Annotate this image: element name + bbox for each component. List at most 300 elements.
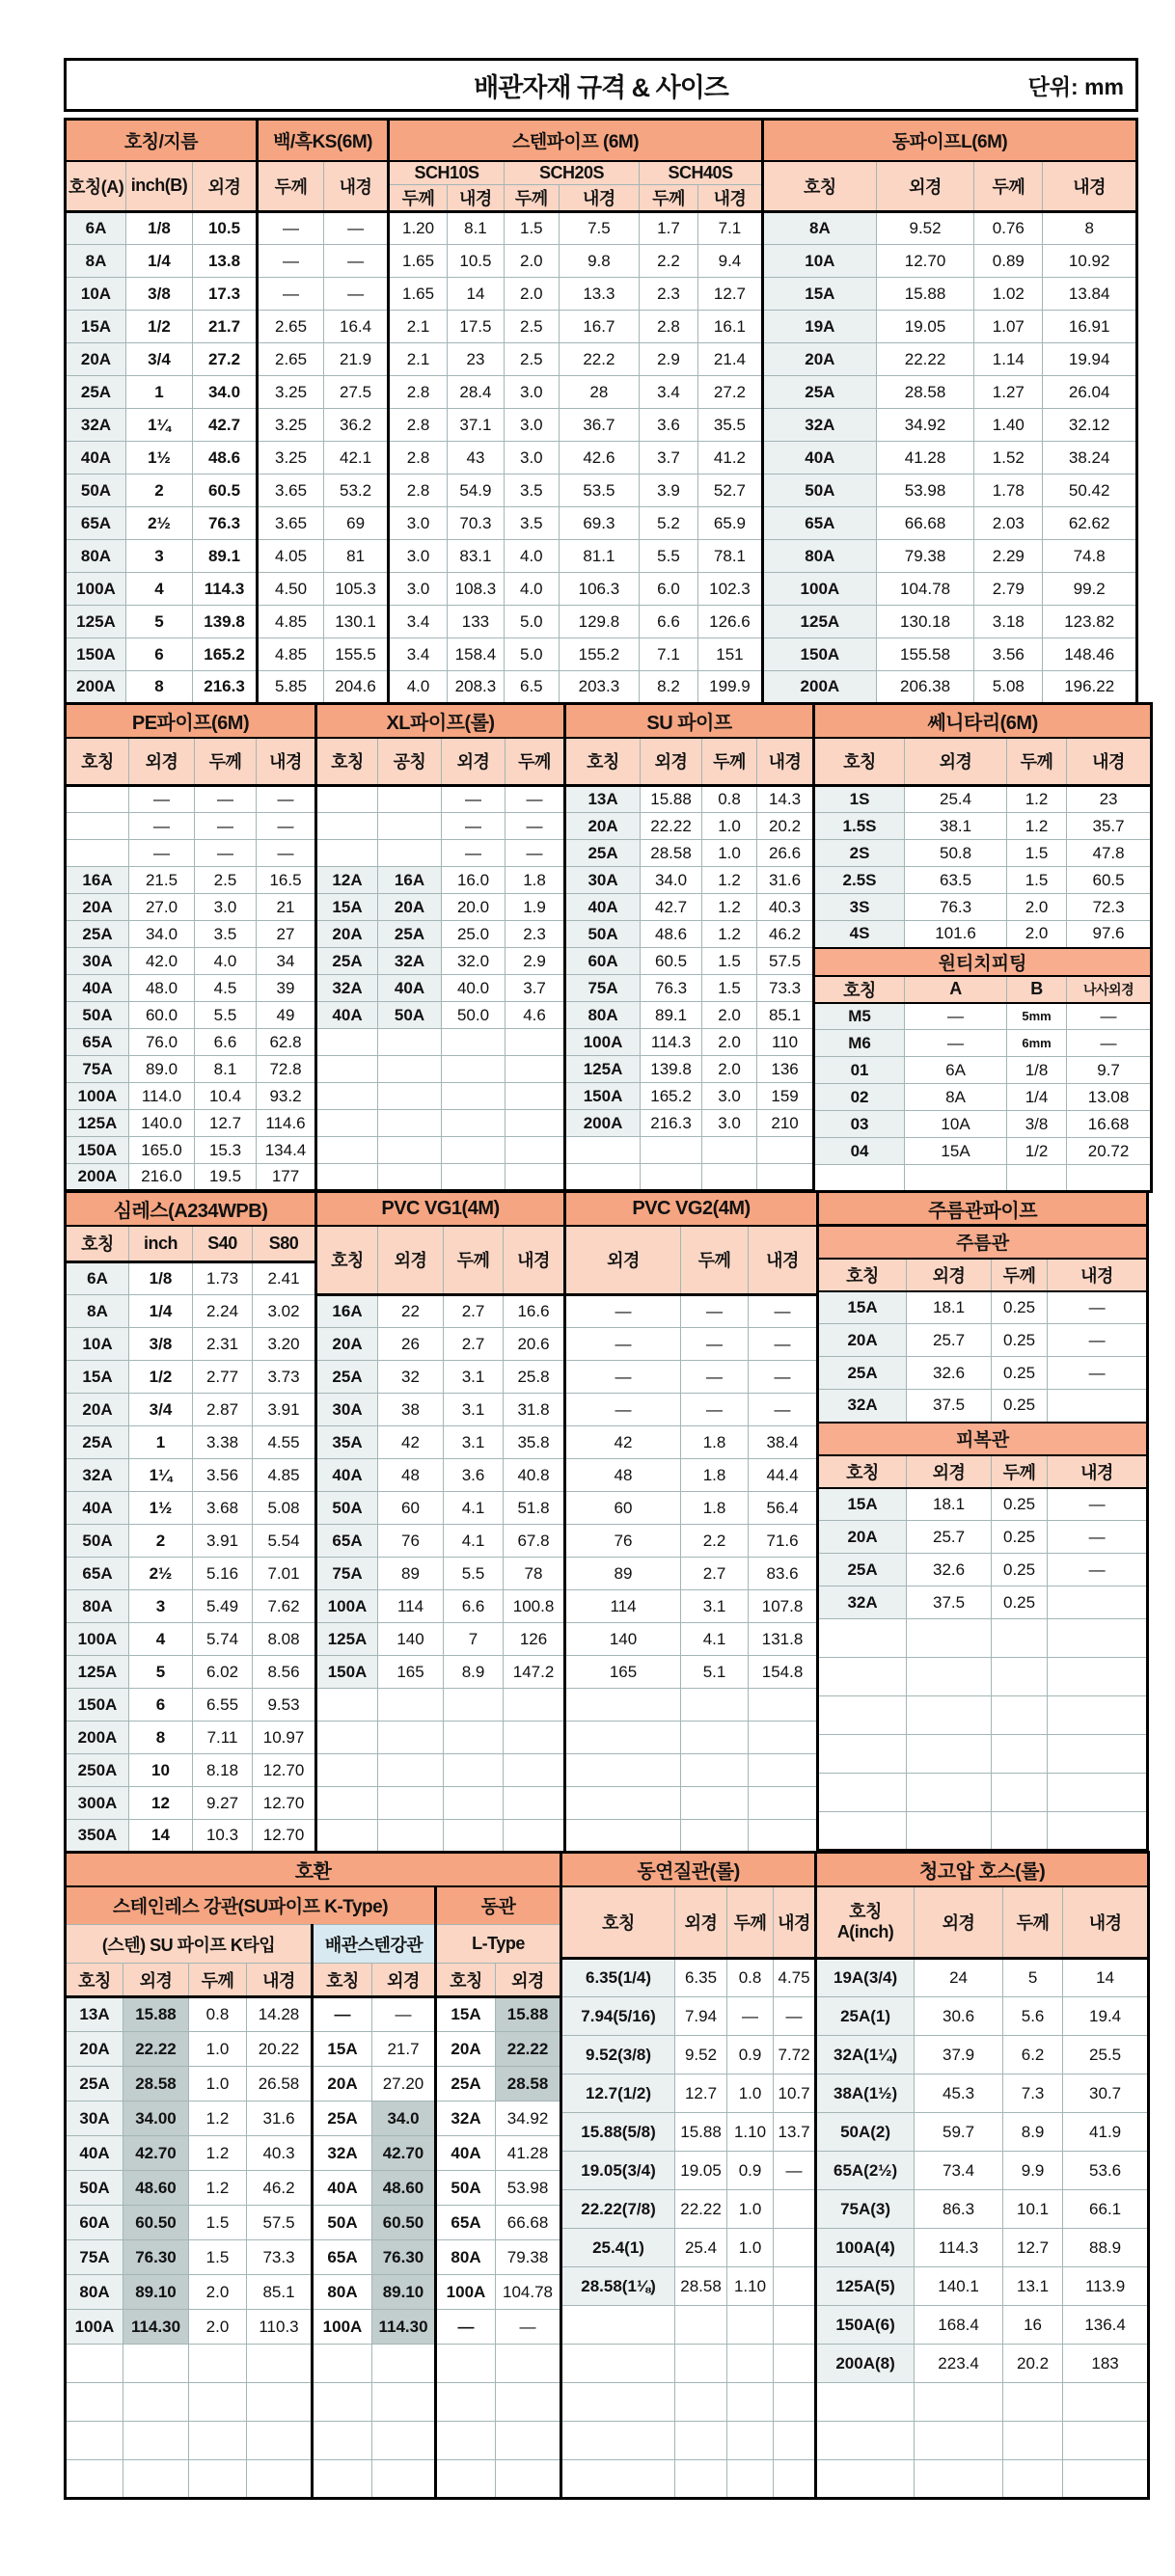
cell: 20A bbox=[66, 894, 129, 921]
cell bbox=[378, 1722, 444, 1754]
cell: 32A(1¼) bbox=[816, 2036, 915, 2074]
cell bbox=[66, 2422, 123, 2460]
cell: 3.68 bbox=[193, 1492, 253, 1525]
cell: 150A bbox=[762, 638, 876, 671]
cell: 140.1 bbox=[915, 2267, 1003, 2306]
col-a-inch: A(inch) bbox=[836, 1921, 894, 1941]
cell: 26 bbox=[378, 1328, 444, 1361]
cell: 4.05 bbox=[258, 540, 324, 573]
cell: 25A bbox=[313, 2101, 372, 2136]
cell: 26.58 bbox=[247, 2067, 313, 2101]
cell: 39 bbox=[257, 975, 316, 1002]
cell bbox=[561, 2383, 675, 2422]
cell bbox=[681, 1722, 749, 1754]
cell: 12 bbox=[129, 1787, 193, 1820]
cell: 65A(2½) bbox=[816, 2152, 915, 2190]
cell: 85.1 bbox=[247, 2275, 313, 2310]
cell: 1.2 bbox=[1007, 813, 1067, 840]
cell: 1.8 bbox=[506, 867, 565, 894]
table-row bbox=[316, 1295, 565, 1328]
cell bbox=[189, 2383, 247, 2422]
cell: 10.7 bbox=[774, 2074, 816, 2113]
cell: 48 bbox=[565, 1459, 681, 1492]
cell bbox=[774, 2383, 816, 2422]
corrugated-sub1-title: 주름관 bbox=[818, 1226, 1148, 1259]
col-thick: 두께 bbox=[258, 161, 324, 212]
cell: 12.7 bbox=[1003, 2229, 1063, 2267]
cell: 42.70 bbox=[372, 2136, 436, 2171]
table-row bbox=[818, 1619, 1148, 1658]
cell bbox=[313, 2422, 372, 2460]
cell: 67.8 bbox=[504, 1525, 565, 1558]
table-row bbox=[66, 1722, 316, 1754]
cell: 37.1 bbox=[448, 409, 505, 442]
cell: 1.2 bbox=[702, 867, 757, 894]
cell: 75A bbox=[66, 1056, 129, 1083]
cell: 16.68 bbox=[1067, 1111, 1152, 1138]
cell bbox=[727, 2345, 774, 2383]
cell: 80A bbox=[565, 1002, 641, 1029]
table-row bbox=[66, 2206, 561, 2240]
cell: 36.2 bbox=[324, 409, 389, 442]
cell: 104.78 bbox=[496, 2275, 561, 2310]
col-id: 내경 bbox=[324, 161, 389, 212]
cell: 4 bbox=[129, 1623, 193, 1656]
table-row bbox=[816, 2229, 1149, 2267]
cell: 38A(1½) bbox=[816, 2074, 915, 2113]
cell bbox=[757, 1137, 814, 1164]
table-row bbox=[814, 1003, 1152, 1030]
cell: 36.7 bbox=[559, 409, 639, 442]
cell: 3.0 bbox=[195, 894, 257, 921]
cell: — bbox=[749, 1361, 818, 1394]
cell: 50A(2) bbox=[816, 2113, 915, 2152]
sheet-wrap bbox=[64, 58, 1138, 2500]
cell bbox=[123, 2422, 189, 2460]
seamless-table bbox=[64, 1190, 317, 1854]
cell: 24 bbox=[915, 1959, 1003, 1997]
cell: — bbox=[496, 2310, 561, 2345]
table-row bbox=[565, 921, 814, 948]
cell bbox=[681, 1689, 749, 1722]
hose-title: 청고압 호스(롤) bbox=[816, 1853, 1149, 1886]
table-row bbox=[66, 2101, 561, 2136]
cell: 35A bbox=[316, 1426, 378, 1459]
cell bbox=[818, 1812, 907, 1851]
pvc-vg2-table bbox=[563, 1190, 819, 1854]
cell: 7.11 bbox=[193, 1722, 253, 1754]
cell: 3.18 bbox=[974, 606, 1043, 638]
cell: 1/4 bbox=[125, 245, 192, 278]
cell: 40A bbox=[66, 442, 126, 475]
cell: 3.25 bbox=[258, 376, 324, 409]
cell: 4.85 bbox=[258, 606, 324, 638]
table-row bbox=[66, 638, 1137, 671]
cell: 2.3 bbox=[640, 278, 698, 311]
cell: — bbox=[681, 1361, 749, 1394]
cell: 13.7 bbox=[774, 2113, 816, 2152]
seamless-title: 심레스(A234WPB) bbox=[66, 1192, 316, 1226]
cell: 28.58 bbox=[675, 2267, 727, 2306]
table-row bbox=[816, 2074, 1149, 2113]
cell bbox=[372, 2345, 436, 2383]
xl-pipe-table bbox=[314, 702, 566, 1192]
cell: 28.58 bbox=[123, 2067, 189, 2101]
cell: 2.1 bbox=[389, 311, 448, 343]
col-od: 외경 bbox=[372, 1964, 436, 1997]
cell bbox=[378, 786, 442, 813]
cell: 114.6 bbox=[257, 1110, 316, 1137]
cell: 7.1 bbox=[697, 212, 762, 245]
table-row bbox=[814, 786, 1152, 813]
cell: 12A bbox=[316, 867, 378, 894]
table-row bbox=[66, 921, 316, 948]
cell: 34.0 bbox=[372, 2101, 436, 2136]
cell: 114.0 bbox=[129, 1083, 195, 1110]
cell: 66.68 bbox=[496, 2206, 561, 2240]
cell: 60.5 bbox=[1067, 867, 1152, 894]
cell: 100A bbox=[66, 1623, 129, 1656]
group-ks-pipe: 백/흑KS(6M) bbox=[258, 120, 389, 161]
table-row bbox=[565, 1656, 818, 1689]
col-a: A bbox=[905, 976, 1007, 1003]
cell: — bbox=[372, 1997, 436, 2032]
cell: 6.6 bbox=[640, 606, 698, 638]
cell: — bbox=[749, 1295, 818, 1328]
cell: 51.8 bbox=[504, 1492, 565, 1525]
cell: 69.3 bbox=[559, 507, 639, 540]
col-thick: 두께 bbox=[506, 738, 565, 786]
cell: 6.2 bbox=[1003, 2036, 1063, 2074]
cell: 8 bbox=[1043, 212, 1137, 245]
table-row bbox=[66, 507, 1137, 540]
cell: 19.05 bbox=[876, 311, 974, 343]
cell: 22.22 bbox=[675, 2190, 727, 2229]
cell: 52.7 bbox=[697, 475, 762, 507]
cell: 1.8 bbox=[681, 1426, 749, 1459]
col-name: 호칭 bbox=[565, 738, 641, 786]
cell bbox=[749, 1820, 818, 1853]
cell: 50A bbox=[66, 2171, 123, 2206]
cell: 50A bbox=[762, 475, 876, 507]
cell bbox=[436, 2383, 496, 2422]
col-thick: 두께 bbox=[681, 1226, 749, 1295]
col-name: 호칭 bbox=[316, 738, 378, 786]
cell: 48 bbox=[378, 1459, 444, 1492]
cell: 200A bbox=[66, 671, 126, 704]
table-row bbox=[565, 1295, 818, 1328]
cell: 18.1 bbox=[907, 1488, 992, 1521]
cell bbox=[442, 1083, 506, 1110]
col-name: 호칭 bbox=[436, 1964, 496, 1997]
cell: 203.3 bbox=[559, 671, 639, 704]
cell bbox=[774, 2422, 816, 2460]
table-row bbox=[814, 1057, 1152, 1084]
group-stainless-pipe: 스텐파이프 (6M) bbox=[389, 120, 763, 161]
table-row bbox=[565, 1137, 814, 1164]
cell: 0.8 bbox=[702, 786, 757, 813]
cell: 40A bbox=[762, 442, 876, 475]
col-id: 내경 bbox=[774, 1886, 816, 1959]
cell: 140 bbox=[565, 1623, 681, 1656]
cell: 1.2 bbox=[189, 2171, 247, 2206]
table-row bbox=[316, 1137, 565, 1164]
cell: 148.46 bbox=[1043, 638, 1137, 671]
cell: 3/4 bbox=[129, 1394, 193, 1426]
cell: 206.38 bbox=[876, 671, 974, 704]
cell: 3.02 bbox=[253, 1295, 316, 1328]
table-row bbox=[565, 1590, 818, 1623]
cell: 65A bbox=[313, 2240, 372, 2275]
table-row bbox=[66, 2345, 561, 2383]
cell: 114.3 bbox=[193, 573, 258, 606]
cell: 3.0 bbox=[504, 409, 559, 442]
cell: 83.1 bbox=[448, 540, 505, 573]
table-row bbox=[818, 1390, 1148, 1423]
cell: 38.4 bbox=[749, 1426, 818, 1459]
cell: 2.9 bbox=[640, 343, 698, 376]
table-row bbox=[814, 1111, 1152, 1138]
table-row bbox=[565, 1056, 814, 1083]
table-row bbox=[66, 2067, 561, 2101]
cell: 3.20 bbox=[253, 1328, 316, 1361]
cell: 2.0 bbox=[189, 2275, 247, 2310]
cell: 15A bbox=[313, 2032, 372, 2067]
cell: 2S bbox=[814, 840, 905, 867]
cell: 10.5 bbox=[448, 245, 505, 278]
col-name: 호칭 bbox=[762, 161, 876, 212]
cell: 27 bbox=[257, 921, 316, 948]
cell bbox=[316, 1820, 378, 1853]
cell: 66.68 bbox=[876, 507, 974, 540]
cell: — bbox=[905, 1003, 1007, 1030]
table-row bbox=[66, 2422, 561, 2460]
cell: 1.5 bbox=[1007, 867, 1067, 894]
cell bbox=[565, 1787, 681, 1820]
table-row bbox=[814, 1165, 1152, 1192]
cell bbox=[565, 1137, 641, 1164]
column-header-row bbox=[565, 738, 814, 786]
cell: 1.78 bbox=[974, 475, 1043, 507]
cell: 46.2 bbox=[247, 2171, 313, 2206]
col-name: 호칭 bbox=[316, 1226, 378, 1295]
cell: 100A bbox=[66, 573, 126, 606]
cell: 32.12 bbox=[1043, 409, 1137, 442]
cell: 7.94 bbox=[675, 1997, 727, 2036]
cell bbox=[641, 1137, 702, 1164]
table-row bbox=[818, 1554, 1148, 1586]
cell: 41.28 bbox=[496, 2136, 561, 2171]
cell: 2 bbox=[125, 475, 192, 507]
cell bbox=[316, 1164, 378, 1191]
compat-table bbox=[64, 1851, 562, 2500]
cell: 0.89 bbox=[974, 245, 1043, 278]
cell: 2.1 bbox=[389, 343, 448, 376]
cell: 12.7 bbox=[675, 2074, 727, 2113]
cell bbox=[814, 1165, 905, 1192]
table-row bbox=[565, 867, 814, 894]
cell: 3.73 bbox=[253, 1361, 316, 1394]
cell bbox=[565, 1689, 681, 1722]
cell: 27.0 bbox=[129, 894, 195, 921]
sanitary-title: 쎄니타리(6M) bbox=[814, 704, 1152, 738]
cell: 48.60 bbox=[372, 2171, 436, 2206]
cell bbox=[727, 2383, 774, 2422]
col-od: 외경 bbox=[193, 161, 258, 212]
cell: 5.5 bbox=[640, 540, 698, 573]
cell: 31.8 bbox=[504, 1394, 565, 1426]
cell bbox=[313, 2383, 372, 2422]
cell: 20A bbox=[316, 1328, 378, 1361]
cell bbox=[561, 2345, 675, 2383]
table-row bbox=[565, 1820, 818, 1853]
cell: 35.7 bbox=[1067, 813, 1152, 840]
cell: 4.1 bbox=[444, 1492, 504, 1525]
cell: 4.1 bbox=[444, 1525, 504, 1558]
cell bbox=[378, 1689, 444, 1722]
cell: 1.8 bbox=[681, 1492, 749, 1525]
col-sch40s: SCH40S bbox=[640, 161, 763, 185]
cell: 1.0 bbox=[727, 2074, 774, 2113]
table-row bbox=[818, 1357, 1148, 1390]
cell: 2.79 bbox=[974, 573, 1043, 606]
cell: 2.24 bbox=[193, 1295, 253, 1328]
cell: 73.4 bbox=[915, 2152, 1003, 2190]
cell: 9.4 bbox=[697, 245, 762, 278]
col-od: 외경 bbox=[565, 1226, 681, 1295]
cell: 20A bbox=[818, 1324, 907, 1357]
cell: 65A bbox=[66, 507, 126, 540]
cell: 150A bbox=[66, 1137, 129, 1164]
cell: 25A(1) bbox=[816, 1997, 915, 2036]
table-row bbox=[818, 1658, 1148, 1696]
column-header-row bbox=[565, 1226, 818, 1295]
cell: 10A bbox=[905, 1111, 1007, 1138]
cell bbox=[504, 1689, 565, 1722]
cell: 50.8 bbox=[905, 840, 1007, 867]
cell: 6.6 bbox=[444, 1590, 504, 1623]
cell: 2.3 bbox=[506, 921, 565, 948]
table-row bbox=[66, 442, 1137, 475]
cell bbox=[316, 1029, 378, 1056]
cell: 200A(8) bbox=[816, 2345, 915, 2383]
cell: 0.25 bbox=[992, 1324, 1048, 1357]
table-row bbox=[814, 894, 1152, 921]
cell bbox=[378, 1110, 442, 1137]
cell: 65A bbox=[316, 1525, 378, 1558]
cell: 5.08 bbox=[253, 1492, 316, 1525]
col-od: 외경 bbox=[675, 1886, 727, 1959]
cell: 32A bbox=[818, 1390, 907, 1423]
cell: 20.2 bbox=[757, 813, 814, 840]
col-id: 내경 bbox=[1067, 738, 1152, 786]
pvc-vg1-title: PVC VG1(4M) bbox=[316, 1192, 565, 1226]
col-nominal: 공칭 bbox=[378, 738, 442, 786]
cell: 25A bbox=[565, 840, 641, 867]
table-row bbox=[561, 2306, 816, 2345]
cell bbox=[247, 2345, 313, 2383]
cell: 22.22 bbox=[123, 2032, 189, 2067]
cell bbox=[992, 1774, 1048, 1812]
cell: 1.7 bbox=[640, 212, 698, 245]
cell: 125A bbox=[316, 1623, 378, 1656]
table-row bbox=[66, 409, 1137, 442]
cell: — bbox=[324, 212, 389, 245]
cell bbox=[372, 2422, 436, 2460]
cell: 2.5S bbox=[814, 867, 905, 894]
table-row bbox=[316, 1525, 565, 1558]
cell: 42.7 bbox=[193, 409, 258, 442]
cell: 89.1 bbox=[641, 1002, 702, 1029]
cell: 4S bbox=[814, 921, 905, 948]
cell: 2.03 bbox=[974, 507, 1043, 540]
cell bbox=[565, 1820, 681, 1853]
cell: 4.0 bbox=[504, 573, 559, 606]
cell: 3.4 bbox=[640, 376, 698, 409]
col-sch20s: SCH20S bbox=[504, 161, 639, 185]
cell bbox=[316, 1056, 378, 1083]
cell: 3.0 bbox=[389, 540, 448, 573]
table-row bbox=[565, 894, 814, 921]
cell bbox=[123, 2383, 189, 2422]
cell: 15.88(5/8) bbox=[561, 2113, 675, 2152]
cell: 3.5 bbox=[195, 921, 257, 948]
cell: 15.88 bbox=[675, 2113, 727, 2152]
cell: 155.2 bbox=[559, 638, 639, 671]
cell: 2.0 bbox=[189, 2310, 247, 2345]
table-row bbox=[316, 921, 565, 948]
cell: 41.2 bbox=[697, 442, 762, 475]
cell: 72.3 bbox=[1067, 894, 1152, 921]
cell: 34.00 bbox=[123, 2101, 189, 2136]
cell: 150A bbox=[66, 638, 126, 671]
table-row bbox=[316, 1029, 565, 1056]
cell bbox=[702, 1137, 757, 1164]
cell: 126 bbox=[504, 1623, 565, 1656]
cell: 76.3 bbox=[193, 507, 258, 540]
cell bbox=[818, 1658, 907, 1696]
cell: 1.0 bbox=[727, 2229, 774, 2267]
col-name: 호칭 bbox=[66, 738, 129, 786]
cell: — bbox=[258, 212, 324, 245]
cell: 70.3 bbox=[448, 507, 505, 540]
table-row bbox=[66, 2383, 561, 2422]
cell: 130.18 bbox=[876, 606, 974, 638]
cell: 1.65 bbox=[389, 245, 448, 278]
cell: 40A bbox=[66, 975, 129, 1002]
cell: 2.0 bbox=[504, 245, 559, 278]
cell: 168.4 bbox=[915, 2306, 1003, 2345]
cell bbox=[378, 813, 442, 840]
cell: 4.1 bbox=[681, 1623, 749, 1656]
cell: 2.65 bbox=[258, 343, 324, 376]
table-row bbox=[316, 1002, 565, 1029]
col-od: 외경 bbox=[129, 738, 195, 786]
cell bbox=[1048, 1658, 1148, 1696]
table-row bbox=[66, 2240, 561, 2275]
cell: 41.9 bbox=[1063, 2113, 1149, 2152]
cell: — bbox=[1067, 1030, 1152, 1057]
cell bbox=[378, 1820, 444, 1853]
cell: 37.5 bbox=[907, 1390, 992, 1423]
cell: 69 bbox=[324, 507, 389, 540]
cell bbox=[316, 786, 378, 813]
cell bbox=[496, 2345, 561, 2383]
cell: 42 bbox=[378, 1426, 444, 1459]
cell: — bbox=[1048, 1291, 1148, 1324]
cell: 3.1 bbox=[444, 1394, 504, 1426]
table-row bbox=[565, 1558, 818, 1590]
